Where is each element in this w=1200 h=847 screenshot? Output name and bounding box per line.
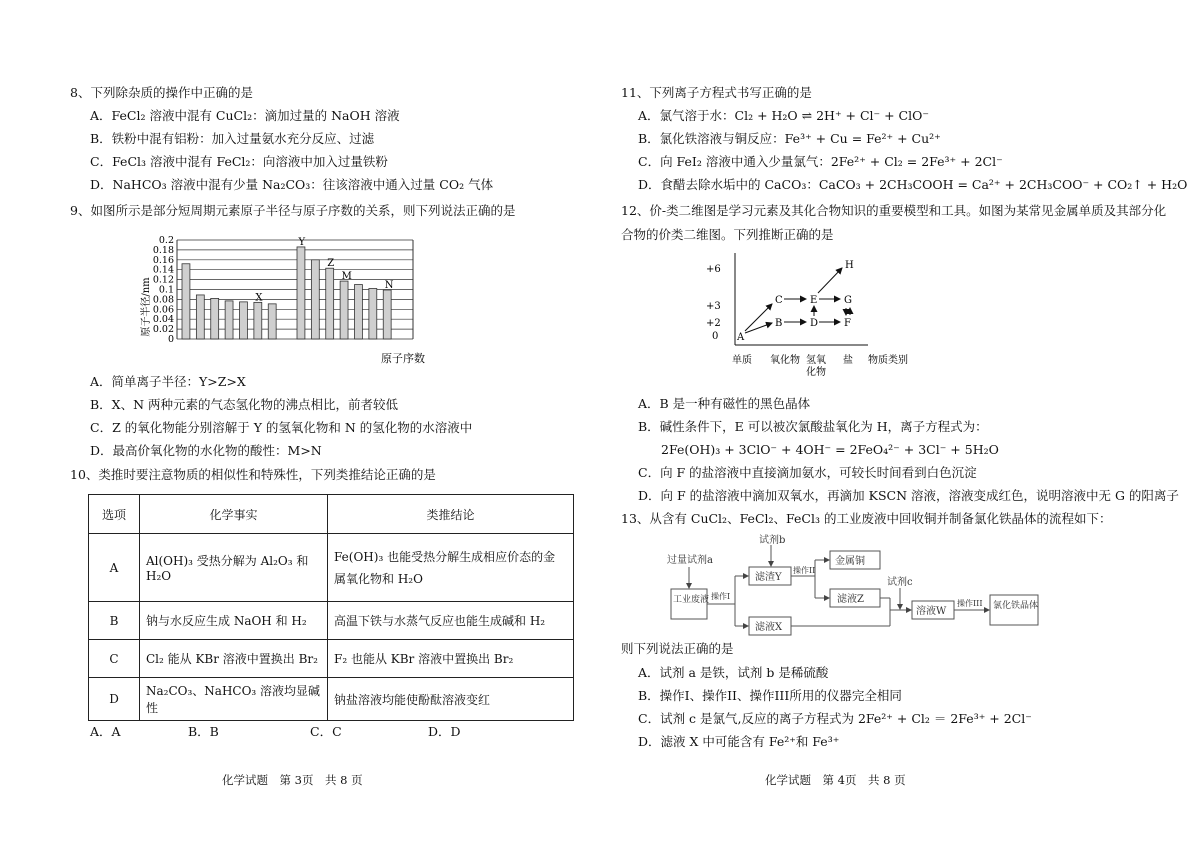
box-waste-liquid: 工业废液 [673,595,710,605]
table-header: 化学事实 [140,495,328,534]
label-reagent-a: 过量试剂a [667,555,713,566]
q11-option-c: C．向 FeI₂ 溶液中通入少量氯气：2Fe²⁺ + Cl₂ = 2Fe³⁺ + 2Cl⁻ [638,154,1003,169]
node-a: A [737,332,745,343]
q9-stem: 9、如图所示是部分短周期元素原子半径与原子序数的关系，则下列说法正确的是 [70,203,516,218]
q11-stem: 11、下列离子方程式书写正确的是 [621,85,812,100]
class-label: 单质 [732,355,752,366]
box-copper: 金属铜 [835,556,865,567]
q10-answer-a: A．A [90,724,121,739]
bar [196,295,204,339]
node-h: H [845,260,854,271]
y-tick-label: 0.08 [152,294,174,306]
table-row [89,640,574,678]
valence-tick: +3 [706,301,721,312]
table-header-row [89,495,574,534]
label-op3: 操作III [957,599,983,608]
q11-option-a: A．氯气溶于水：Cl₂ + H₂O ⇌ 2H⁺ + Cl⁻ + ClO⁻ [638,108,929,123]
q10-answer-b: B．B [188,724,219,739]
q12-option-b: B．碱性条件下，E 可以被次氯酸盐氧化为 H，离子方程式为： [638,419,988,434]
q9-option-a: A．简单离子半径：Y>Z>X [90,374,246,389]
q9-option-c: C．Z 的氧化物能分别溶解于 Y 的氢氧化物和 N 的氢化物的水溶液中 [90,420,473,435]
bar-label: X [255,292,263,304]
table-row [89,678,574,721]
label-op2: 操作II [793,566,816,575]
table-row [89,602,574,640]
q10-answer-d: D．D [428,724,461,739]
q10-stem: 10、类推时要注意物质的相似性和特殊性，下列类推结论正确的是 [70,467,436,482]
bar [340,281,348,339]
y-tick-label: 0 [167,334,174,345]
bar [326,268,334,339]
node-d: D [810,318,819,329]
table-cell: C [89,640,140,678]
box-solution-w: 溶液W [916,606,947,617]
x-axis-label: 原子序数 [381,352,425,365]
y-tick-label: 0.16 [152,254,174,266]
q13-option-b: B．操作I、操作II、操作III所用的仪器完全相同 [638,688,902,703]
y-tick-label: 0.06 [152,304,174,316]
q8-option-d: D．NaHCO₃ 溶液中混有少量 Na₂CO₃：往该溶液中通入过量 CO₂ 气体 [90,177,494,192]
table-cell: Al(OH)₃ 受热分解为 Al₂O₃ 和 H₂O [140,534,328,602]
q8-option-a: A．FeCl₂ 溶液中混有 CuCl₂：滴加过量的 NaOH 溶液 [90,108,400,123]
label-op1: 操作I [711,592,731,601]
label-reagent-b: 试剂b [759,535,786,546]
box-ferric-chloride: 氯化铁晶体 [993,601,1039,611]
q13-option-a: A．试剂 a 是铁，试剂 b 是稀硫酸 [638,665,829,680]
table-cell: Na₂CO₃、NaHCO₃ 溶液均显碱性 [140,678,328,721]
valence-tick: +6 [706,264,721,275]
class-label: 盐 [843,355,853,366]
page-footer-left: 化学试题 第 3页 共 8 页 [222,773,363,787]
q13-after: 则下列说法正确的是 [621,641,734,656]
bar [240,302,248,339]
q10-answer-c: C．C [310,724,342,739]
bar-label: Y [298,236,306,248]
bar-label: Z [327,258,335,270]
y-tick-label: 0.14 [152,264,174,276]
y-tick-label: 0.1 [158,284,174,296]
q8-option-c: C．FeCl₃ 溶液中混有 FeCl₂：向溶液中加入过量铁粉 [90,154,388,169]
y-tick-label: 0.18 [152,244,174,256]
q11-option-d: D．食醋去除水垢中的 CaCO₃：CaCO₃ + 2CH₃COOH = Ca²⁺ + 2CH₃COO⁻ + CO₂↑ + H₂O [638,177,1188,192]
y-tick-label: 0.02 [152,324,174,336]
q8-option-b: B．铁粉中混有铝粉：加入过量氨水充分反应、过滤 [90,131,375,146]
q13-stem: 13、从含有 CuCl₂、FeCl₂、FeCl₃ 的工业废液中回收铜并制备氯化铁晶体的流程如下： [621,511,1112,526]
table-cell: 高温下铁与水蒸气反应也能生成碱和 H₂ [328,602,574,640]
bar [311,260,319,339]
bar [355,285,363,339]
class-label: 氢氧 [806,355,826,366]
box-filtrate-z: 滤液Z [837,594,864,605]
bar-label: M [341,271,352,283]
bar [225,301,233,339]
node-c: C [775,295,783,306]
node-e: E [810,295,818,306]
class-label: 物质类别 [868,355,908,366]
box-filtrate-x: 滤液X [755,622,783,633]
bar [383,290,391,339]
q8-stem: 8、下列除杂质的操作中正确的是 [70,85,253,100]
y-tick-label: 0.2 [158,235,174,246]
q13-option-d: D．滤液 X 中可能含有 Fe²⁺和 Fe³⁺ [638,734,840,749]
q12-stem-line2: 合物的价类二维图。下列推断正确的是 [621,227,834,242]
valence-tick: +2 [706,318,721,329]
q13-option-c: C．试剂 c 是氯气,反应的离子方程式为 2Fe²⁺ + Cl₂ ＝ 2Fe³⁺ + 2Cl⁻ [638,711,1032,726]
bar-label: N [384,279,394,291]
class-label: 化物 [806,367,826,378]
bar [211,298,219,339]
table-cell: 钠与水反应生成 NaOH 和 H₂ [140,602,328,640]
table-cell: 钠盐溶液均能使酚酞溶液变红 [328,678,574,721]
q12-option-d: D．向 F 的盐溶液中滴加双氧水，再滴加 KSCN 溶液，溶液变成红色，说明溶液中无 G 的阳离子 [638,488,1179,503]
q12-stem-line1: 12、价-类二维图是学习元素及其化合物知识的重要模型和工具。如图为某常见金属单质及其部分化 [621,203,1167,218]
q12-option-c: C．向 F 的盐溶液中直接滴加氨水，可较长时间看到白色沉淀 [638,465,977,480]
label-reagent-c: 试剂c [887,577,913,588]
q12-option-b-equation: 2Fe(OH)₃ + 3ClO⁻ + 4OH⁻ = 2FeO₄²⁻ + 3Cl⁻ + 5H₂O [661,442,999,457]
table-cell: Fe(OH)₃ 也能受热分解生成相应价态的金属氧化物和 H₂O [328,534,574,602]
node-g: G [844,295,852,306]
class-label: 氧化物 [770,355,800,366]
valence-class-diagram [700,253,930,383]
table-header: 类推结论 [328,495,574,534]
analogy-table [88,494,574,721]
table-cell: F₂ 也能从 KBr 溶液中置换出 Br₂ [328,640,574,678]
y-tick-label: 0.04 [152,314,174,326]
bar [297,247,305,339]
bar [182,264,190,339]
process-flow-diagram [665,533,1045,638]
q9-option-d: D．最高价氧化物的水化物的酸性：M>N [90,443,322,458]
q11-option-b: B．氯化铁溶液与铜反应：Fe³⁺ + Cu = Fe²⁺ + Cu²⁺ [638,131,941,146]
bar [369,289,377,339]
table-row [89,534,574,602]
bar [268,304,276,339]
y-axis-label: 原子半径/nm [141,277,152,337]
bar [254,302,262,339]
page-footer-right: 化学试题 第 4页 共 8 页 [765,773,906,787]
node-b: B [775,318,783,329]
q9-option-b: B．X、N 两种元素的气态氢化物的沸点相比，前者较低 [90,397,398,412]
table-cell: Cl₂ 能从 KBr 溶液中置换出 Br₂ [140,640,328,678]
table-header: 选项 [89,495,140,534]
y-tick-label: 0.12 [152,274,174,286]
box-residue-y: 滤渣Y [755,572,782,583]
atomic-radius-bar-chart [135,232,435,367]
table-cell: D [89,678,140,721]
q12-option-a: A．B 是一种有磁性的黑色晶体 [638,396,811,411]
valence-tick: 0 [712,331,719,342]
table-cell: B [89,602,140,640]
node-f: F [844,318,851,329]
table-cell: A [89,534,140,602]
